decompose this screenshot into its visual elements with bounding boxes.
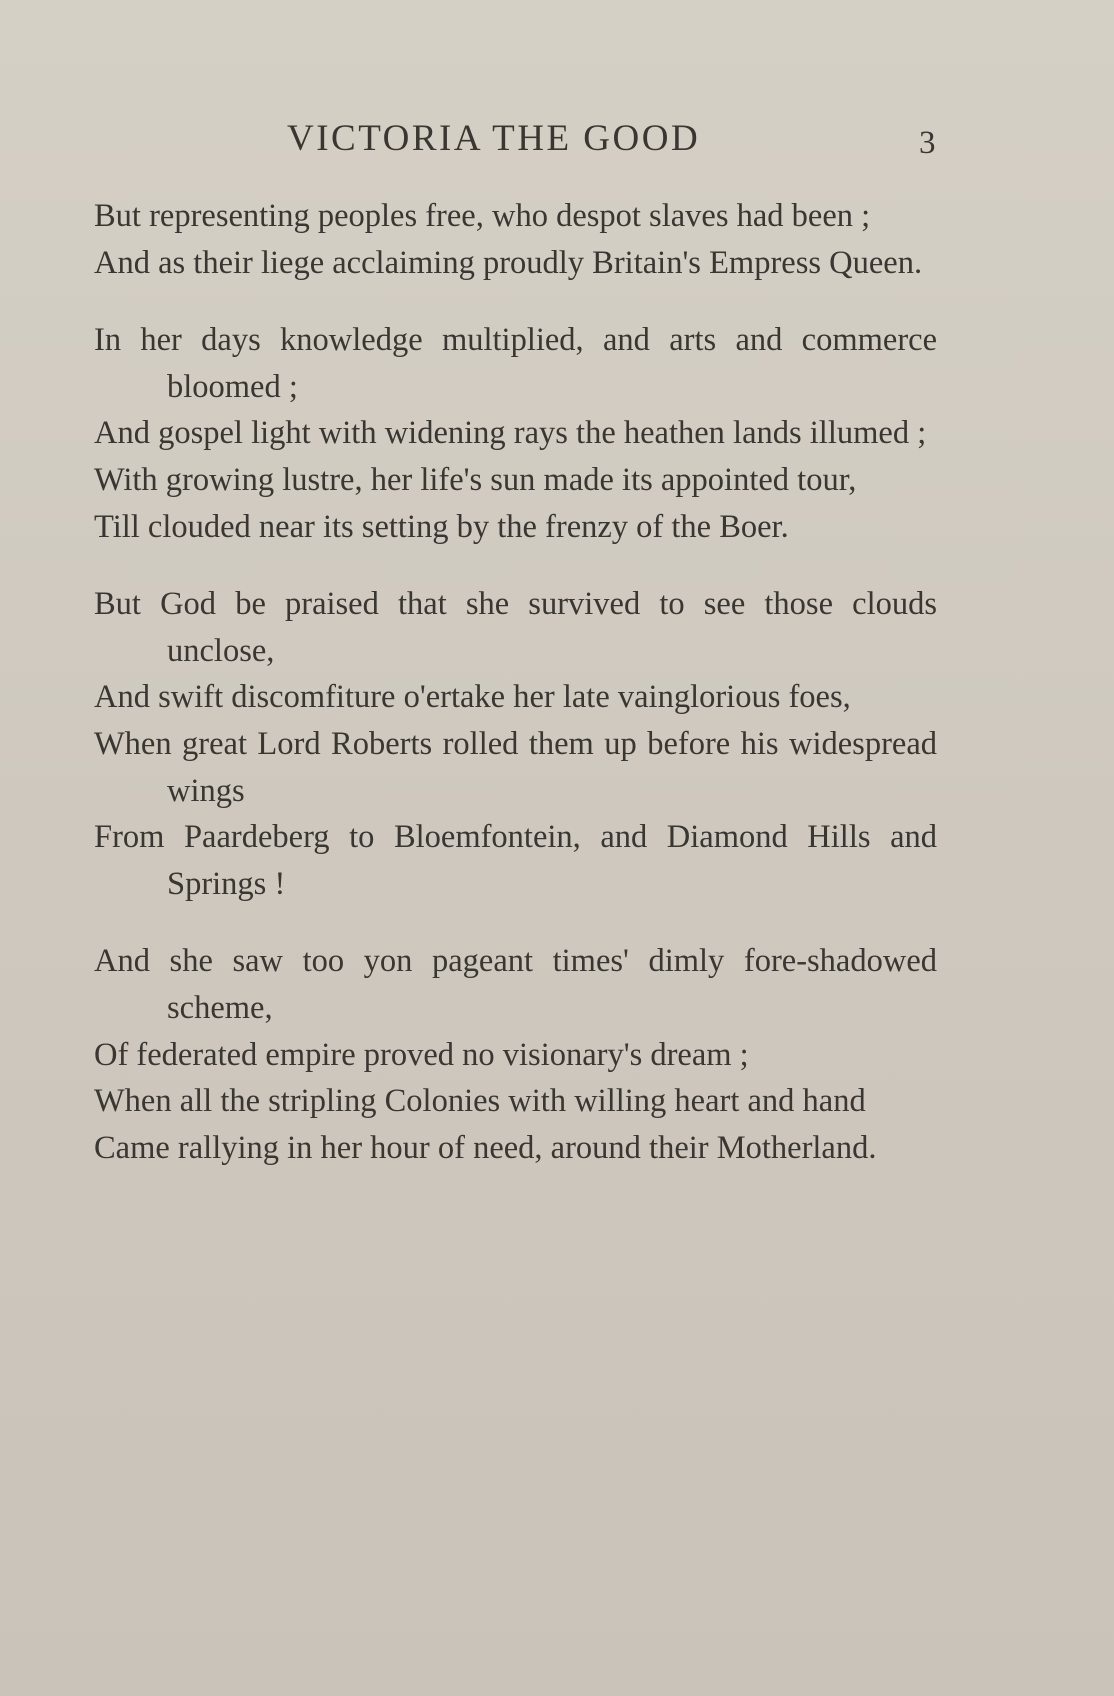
- page-number: 3: [919, 125, 936, 161]
- verse-line: In her days knowledge multiplied, and arts and commerce bloomed ;: [94, 322, 937, 405]
- verse-line: Came rallying in her hour of need, around their Motherland.: [94, 1129, 877, 1166]
- stanza: [94, 938, 937, 1171]
- verse-line: And swift discomfiture o'ertake her late vainglorious foes,: [94, 679, 851, 716]
- verse-line: And gospel light with widening rays the heathen lands illumed ;: [94, 415, 927, 452]
- verse-line: When great Lord Roberts rolled them up before his widespread wings: [94, 725, 937, 809]
- verse-line: Till clouded near its setting by the frenzy of the Boer.: [94, 508, 789, 545]
- verse-line: But God be praised that she survived to see those clouds unclose,: [94, 586, 937, 669]
- running-title: VICTORIA THE GOOD: [287, 118, 701, 159]
- verse-line: From Paardeberg to Bloemfontein, and Diamond Hills and Springs !: [94, 819, 937, 902]
- verse-line: When all the stripling Colonies with willing heart and hand: [94, 1083, 866, 1120]
- verse-line: With growing lustre, her life's sun made its appointed tour,: [94, 461, 857, 498]
- verse-line: Of federated empire proved no visionary's dream ;: [94, 1036, 749, 1073]
- verse-line: And as their liege acclaiming proudly Britain's Empress Queen.: [94, 244, 923, 281]
- poem: [94, 193, 937, 1171]
- stanza: [94, 581, 937, 907]
- stanza: [94, 193, 937, 286]
- running-head: [0, 114, 1114, 164]
- stanza: [94, 317, 937, 550]
- verse-line: But representing peoples free, who despot slaves had been ;: [94, 198, 871, 234]
- verse-line: And she saw too yon pageant times' dimly fore-shadowed scheme,: [94, 943, 937, 1026]
